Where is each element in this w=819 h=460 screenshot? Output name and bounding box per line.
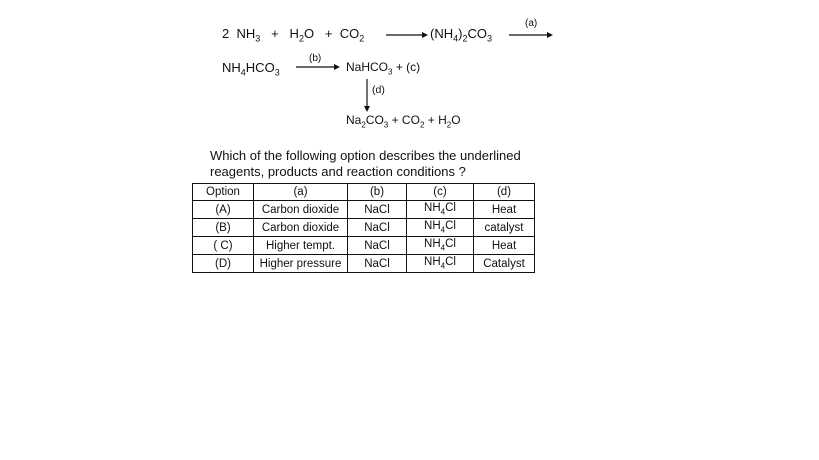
reaction-arrow bbox=[509, 31, 553, 41]
option-cell: (A) bbox=[193, 201, 254, 219]
cell-d: catalyst bbox=[474, 219, 535, 237]
cell-d: Heat bbox=[474, 237, 535, 255]
table-row bbox=[193, 255, 535, 273]
option-cell: (D) bbox=[193, 255, 254, 273]
cell-a: Higher pressure bbox=[254, 255, 348, 273]
table-row bbox=[193, 237, 535, 255]
coefficient: 2 bbox=[222, 26, 230, 41]
column-header-a: (a) bbox=[254, 184, 348, 201]
reactant-carbon-dioxide: $CO_2$ bbox=[339, 26, 365, 44]
cell-a: Carbon dioxide bbox=[254, 201, 348, 219]
plus-sign: + bbox=[271, 26, 279, 41]
product-sodium-bicarbonate: NaHCO$_3$ + (c) bbox=[346, 60, 421, 77]
cell-a: Higher tempt. bbox=[254, 237, 348, 255]
column-header-d: (d) bbox=[474, 184, 535, 201]
options-table bbox=[192, 183, 535, 273]
cell-b: NaCl bbox=[348, 201, 407, 219]
reaction-arrow bbox=[296, 63, 340, 73]
question-line-1: Which of the following option describes the underlined bbox=[210, 148, 521, 163]
reactant-water: $H_2O$ bbox=[289, 26, 315, 44]
reactant-ammonium-bicarbonate: $NH_4HCO_3$ bbox=[222, 60, 280, 78]
cell-a: Carbon dioxide bbox=[254, 219, 348, 237]
option-cell: ( C) bbox=[193, 237, 254, 255]
cell-b: NaCl bbox=[348, 237, 407, 255]
cell-c: $NH_4Cl$ bbox=[407, 237, 474, 255]
condition-label-a: (a) bbox=[525, 18, 538, 29]
table-row bbox=[193, 201, 535, 219]
equation-line-3: $Na_2CO_3 + CO_2 + H_2O$ bbox=[346, 113, 461, 130]
condition-label-d: (d) bbox=[372, 84, 385, 96]
table-row bbox=[193, 219, 535, 237]
column-header-c: (c) bbox=[407, 184, 474, 201]
cell-c: $NH_4Cl$ bbox=[407, 201, 474, 219]
question-line-2: reagents, products and reaction conditions ? bbox=[210, 164, 466, 179]
cell-c: $NH_4Cl$ bbox=[407, 219, 474, 237]
column-header-b: (b) bbox=[348, 184, 407, 201]
option-cell: (B) bbox=[193, 219, 254, 237]
reaction-arrow bbox=[386, 31, 428, 41]
cell-c: $NH_4Cl$ bbox=[407, 255, 474, 273]
cell-b: NaCl bbox=[348, 255, 407, 273]
equation-line-1 bbox=[222, 26, 364, 44]
cell-d: Heat bbox=[474, 201, 535, 219]
cell-d: Catalyst bbox=[474, 255, 535, 273]
condition-label-b: (b) bbox=[309, 53, 322, 64]
table-header-row bbox=[193, 184, 535, 201]
reactant-ammonia: $NH_3$ bbox=[236, 26, 261, 44]
column-header-option: Option bbox=[193, 184, 254, 201]
cell-b: NaCl bbox=[348, 219, 407, 237]
plus-sign: + bbox=[324, 26, 333, 41]
product-ammonium-carbonate: $(NH_4)_2CO_3$ bbox=[430, 26, 492, 44]
